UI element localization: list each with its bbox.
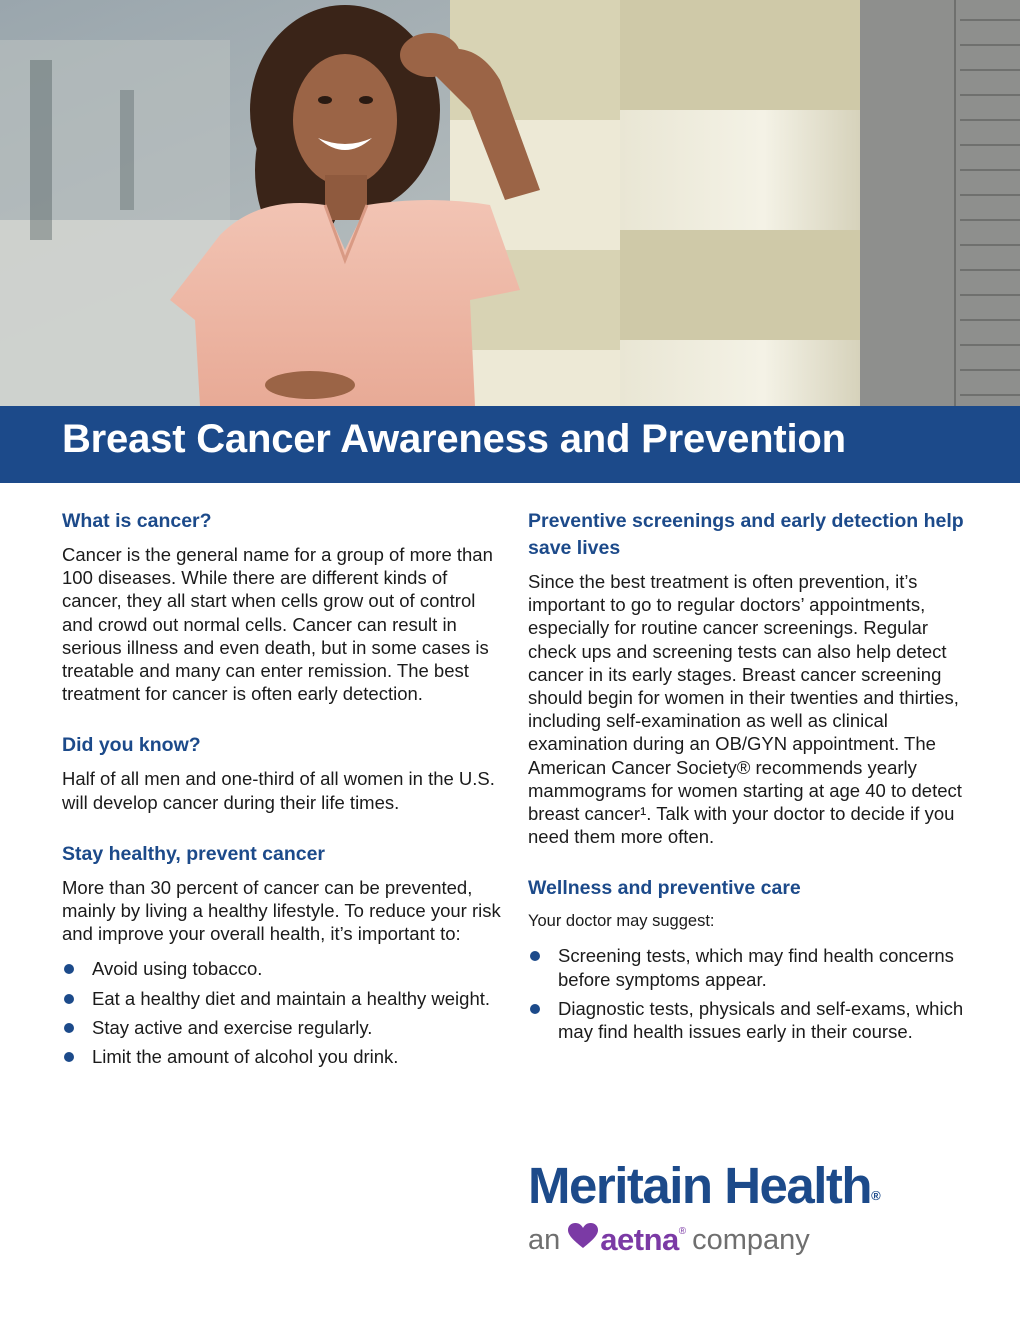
wellness-list — [528, 944, 968, 1043]
prevention-list — [62, 957, 502, 1068]
section-heading: What is cancer? — [62, 510, 212, 532]
list-item: Limit the amount of alcohol you drink. — [62, 1045, 502, 1068]
left-column — [62, 508, 502, 1074]
list-item: Diagnostic tests, physicals and self-exams, which may find health issues early in their course. — [528, 997, 968, 1043]
section-body: Cancer is the general name for a group of more than 100 diseases. While there are different kinds of cancer, they all start when cells grow out of control and crowd out normal cells. Cancer can result in serious illness and even death, but in some cases is treatable and many can enter remission. The best treatment for cancer is often early detection. — [62, 544, 493, 705]
section-heading: Preventive screenings and early detection help save lives — [528, 510, 964, 559]
logo-wordmark: Meritain Health® — [528, 1157, 881, 1214]
list-item: Screening tests, which may find health concerns before symptoms appear. — [528, 944, 968, 990]
section-what-is-cancer — [62, 508, 502, 705]
bullet-dot-icon — [530, 1004, 540, 1014]
section-body: Half of all men and one-third of all women in the U.S. will develop cancer during their life times. — [62, 768, 495, 813]
section-heading: Stay healthy, prevent cancer — [62, 842, 326, 865]
page-title: Breast Cancer Awareness and Prevention — [62, 417, 846, 461]
bullet-dot-icon — [64, 1023, 74, 1033]
section-preventive-screenings — [528, 508, 968, 848]
list-item: Stay active and exercise regularly. — [62, 1016, 502, 1039]
bullet-dot-icon — [530, 951, 540, 961]
section-wellness-care — [528, 875, 968, 1043]
heart-icon — [568, 1222, 598, 1258]
section-intro: Your doctor may suggest: — [528, 912, 715, 931]
list-item: Avoid using tobacco. — [62, 957, 502, 980]
bullet-dot-icon — [64, 1052, 74, 1062]
section-body: Since the best treatment is often prevention, it’s important to go to regular doctors’ appointments, especially for routine cancer screenings. Regular check ups and screening tests can also help detect cancer in its early stages. Breast cancer screening should begin for women in their twenties and thirties, including self-examination as well as clinical examination during an OB/GYN appointment. The American Cancer Society® recommends yearly mammograms for women starting at age 40 to detect breast cancer¹. Talk with your doctor to decide if you need them more often. — [528, 571, 962, 848]
bullet-dot-icon — [64, 964, 74, 974]
right-column — [528, 508, 968, 1049]
meritain-health-logo — [528, 1156, 968, 1258]
section-heading: Did you know? — [62, 734, 201, 757]
logo-tagline: an aetna ® company — [528, 1222, 810, 1257]
section-body: More than 30 percent of cancer can be prevented, mainly by living a healthy lifestyle. To reduce your risk and improve your overall health, it’s important to: — [62, 876, 501, 945]
section-stay-healthy — [62, 841, 502, 1068]
title-banner — [0, 406, 1020, 483]
section-did-you-know — [62, 732, 502, 813]
list-item: Eat a healthy diet and maintain a healthy weight. — [62, 987, 502, 1010]
section-heading: Wellness and preventive care — [528, 877, 801, 900]
bullet-dot-icon — [64, 994, 74, 1004]
hero-photo — [0, 0, 1020, 406]
